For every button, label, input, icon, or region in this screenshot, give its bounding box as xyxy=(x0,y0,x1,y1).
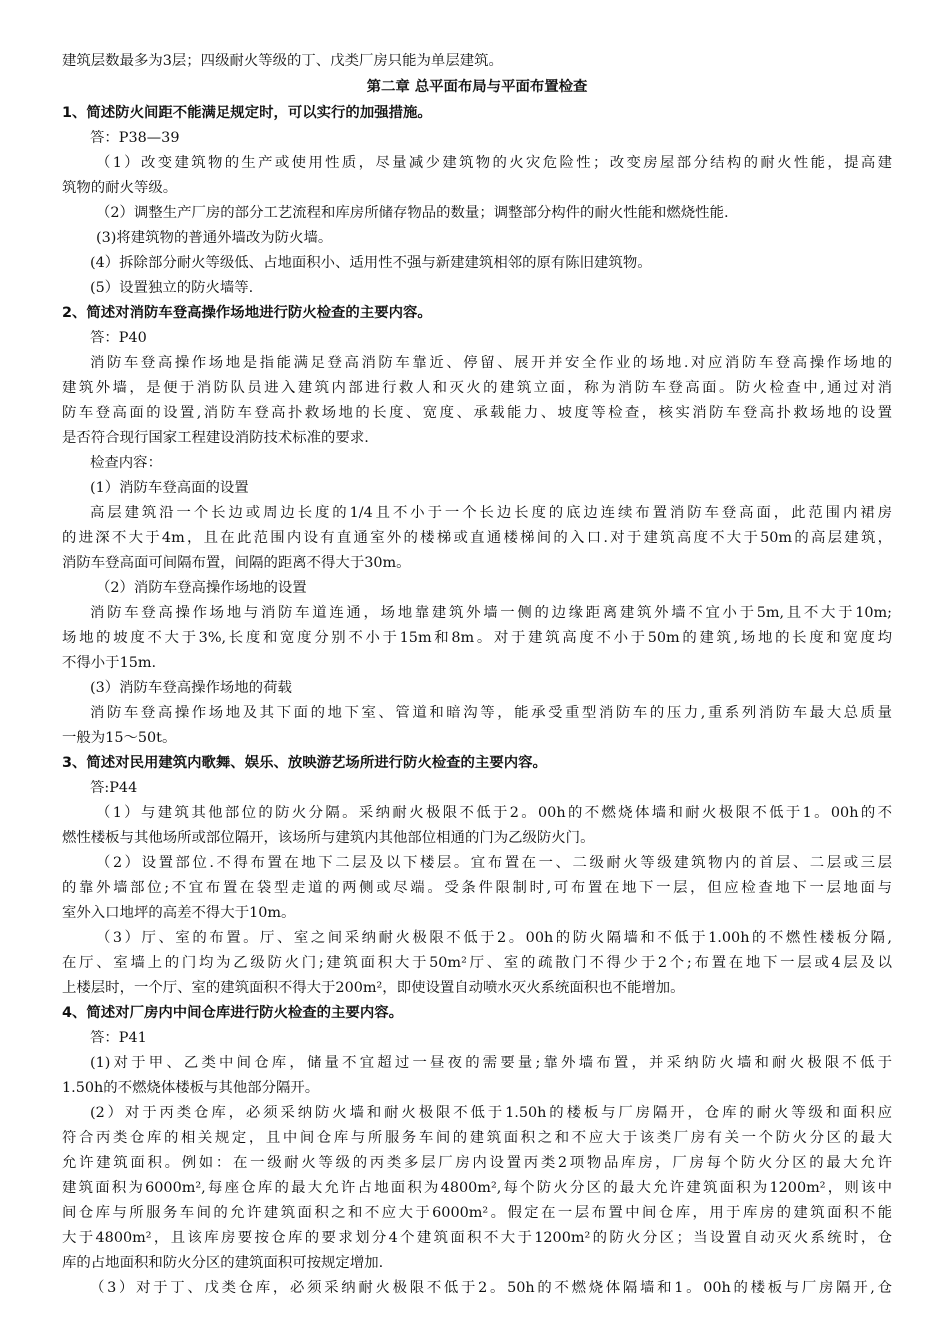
question-heading: 2、简述对消防车登高操作场地进行防火检查的主要内容。 xyxy=(62,305,432,321)
text-line: （2）消防车登高操作场地的设置 xyxy=(96,580,307,596)
text-line: (3)将建筑物的普通外墙改为防火墙。 xyxy=(96,230,333,246)
question-heading: 3、简述对民用建筑内歌舞、娱乐、放映游艺场所进行防火检查的主要内容。 xyxy=(62,755,547,771)
text-line: 建筑面积为6000m²,每座仓库的最大允许占地面积为4800m²,每个防火分区的最大允许建筑面积为1200m²，则该中 xyxy=(62,1180,892,1196)
text-line: 消防车登高操作场地是指能满足登高消防车靠近、停留、展开并安全作业的场地.对应消防车登高操作场地的 xyxy=(90,355,892,371)
text-line: 是否符合现行国家工程建设消防技术标准的要求. xyxy=(62,430,369,446)
text-line: （3）对于丁、戊类仓库，必须采纳耐火极限不低于2。50h的不燃烧体隔墙和1。00h的楼板与厂房隔开,仓 xyxy=(90,1280,892,1296)
text-line: 的进深不大于4m，且在此范围内设有直通室外的楼梯或直通楼梯间的入口.对于建筑高度不大于50m的高层建筑， xyxy=(62,530,892,546)
text-line: 库的占地面积和防火分区的建筑面积可按规定增加. xyxy=(62,1255,384,1271)
text-line: (2）对于丙类仓库，必须采纳防火墙和耐火极限不低于1.50h的楼板与厂房隔开，仓库的耐火等级和面积应 xyxy=(90,1105,892,1121)
text-line: 上楼层时，一个厅、室的建筑面积不得大于200m²，即使设置自动喷水灭火系统面积也不能增加。 xyxy=(62,980,685,996)
text-line: 燃性楼板与其他场所或部位隔开，该场所与建筑内其他部位相通的门为乙级防火门。 xyxy=(62,830,595,846)
text-line: (5）设置独立的防火墙等. xyxy=(90,280,254,296)
text-line: 高层建筑沿一个长边或周边长度的1/4且不小于一个长边长度的底边连续布置消防车登高面，此范围内裙房 xyxy=(90,505,892,521)
text-line: 场地的坡度不大于3%,长度和宽度分别不小于15m和8m。对于建筑高度不小于50m的建筑,场地的长度和宽度均 xyxy=(62,630,892,646)
text-line: 在厅、室墙上的门均为乙级防火门;建筑面积大于50m²厅、室的疏散门不得少于2个;布置在地下一层或4层及以 xyxy=(62,955,892,971)
text-line: 防车登高面的设置,消防车登高扑救场地的长度、宽度、承载能力、坡度等检查，核实消防车登高扑救场地的设置 xyxy=(62,405,892,421)
text-line: （1）与建筑其他部位的防火分隔。采纳耐火极限不低于2。00h的不燃烧体墙和耐火极限不低于1。00h的不 xyxy=(96,805,892,821)
text-line: （1）改变建筑物的生产或使用性质，尽量减少建筑物的火灾危险性；改变房屋部分结构的耐火性能，提高建 xyxy=(96,155,892,171)
text-line: 符合丙类仓库的相关规定，且中间仓库与所服务车间的建筑面积之和不应大于该类厂房有关一个防火分区的最大 xyxy=(62,1130,892,1146)
text-line: 不得小于15m. xyxy=(62,655,157,671)
text-line: (3）消防车登高操作场地的荷载 xyxy=(90,680,292,696)
chapter-heading: 第二章 总平面布局与平面布置检查 xyxy=(366,79,588,95)
text-line: 间仓库与所服务车间的允许建筑面积之和不应大于6000m²。假定在一层布置中间仓库，用于库房的建筑面积不能 xyxy=(62,1205,892,1221)
text-line: 建筑层数最多为3层；四级耐火等级的丁、戊类厂房只能为单层建筑。 xyxy=(62,53,503,69)
text-line: 允许建筑面积。例如：在一级耐火等级的丙类多层厂房内设置丙类2项物品库房，厂房每个防火分区的最大允许 xyxy=(62,1155,892,1171)
text-line: 一般为15～50t。 xyxy=(62,730,177,746)
text-line: 筑物的耐火等级。 xyxy=(62,180,178,196)
text-line: 消防车登高操作场地及其下面的地下室、管道和暗沟等，能承受重型消防车的压力,重系列消防车最大总质量 xyxy=(90,705,892,721)
question-heading: 4、简述对厂房内中间仓库进行防火检查的主要内容。 xyxy=(62,1005,403,1021)
text-line: 的靠外墙部位;不宜布置在袋型走道的两侧或尽端。受条件限制时,可布置在地下一层，但应检查地下一层地面与 xyxy=(62,880,892,896)
answer-reference: 答：P38—39 xyxy=(90,130,180,146)
text-line: （3）厅、室的布置。厅、室之间采纳耐火极限不低于2。00h的防火隔墙和不低于1.00h的不燃性楼板分隔, xyxy=(96,930,892,946)
answer-reference: 答：P40 xyxy=(90,330,147,346)
text-line: 消防车登高面可间隔布置，间隔的距离不得大于30m。 xyxy=(62,555,411,571)
text-line: (4）拆除部分耐火等级低、占地面积小、适用性不强与新建建筑相邻的原有陈旧建筑物。 xyxy=(90,255,652,271)
text-line: 1.50h的不燃烧体楼板与其他部分隔开。 xyxy=(62,1080,320,1096)
text-line: 检查内容： xyxy=(90,455,162,471)
text-line: （2）调整生产厂房的部分工艺流程和库房所储存物品的数量；调整部分构件的耐火性能和燃烧性能. xyxy=(96,205,729,221)
answer-reference: 答:P44 xyxy=(90,780,138,796)
text-line: (1）消防车登高面的设置 xyxy=(90,480,249,496)
text-line: (1)对于甲、乙类中间仓库，储量不宜超过一昼夜的需要量;靠外墙布置，并采纳防火墙和耐火极限不低于 xyxy=(90,1055,892,1071)
text-line: （2）设置部位.不得布置在地下二层及以下楼层。宜布置在一、二级耐火等级建筑物内的首层、二层或三层 xyxy=(96,855,892,871)
text-line: 建筑外墙，是便于消防队员进入建筑内部进行救人和灭火的建筑立面，称为消防车登高面。防火检查中,通过对消 xyxy=(62,380,892,396)
text-line: 室外入口地坪的高差不得大于10m。 xyxy=(62,905,296,921)
text-line: 大于4800m²，且该库房要按仓库的要求划分4个建筑面积不大于1200m²的防火分区；当设置自动灭火系统时，仓 xyxy=(62,1230,892,1246)
answer-reference: 答：P41 xyxy=(90,1030,147,1046)
question-heading: 1、简述防火间距不能满足规定时，可以实行的加强措施。 xyxy=(62,105,432,121)
text-line: 消防车登高操作场地与消防车道连通，场地靠建筑外墙一侧的边缘距离建筑外墙不宜小于5m,且不大于10m; xyxy=(90,605,892,621)
